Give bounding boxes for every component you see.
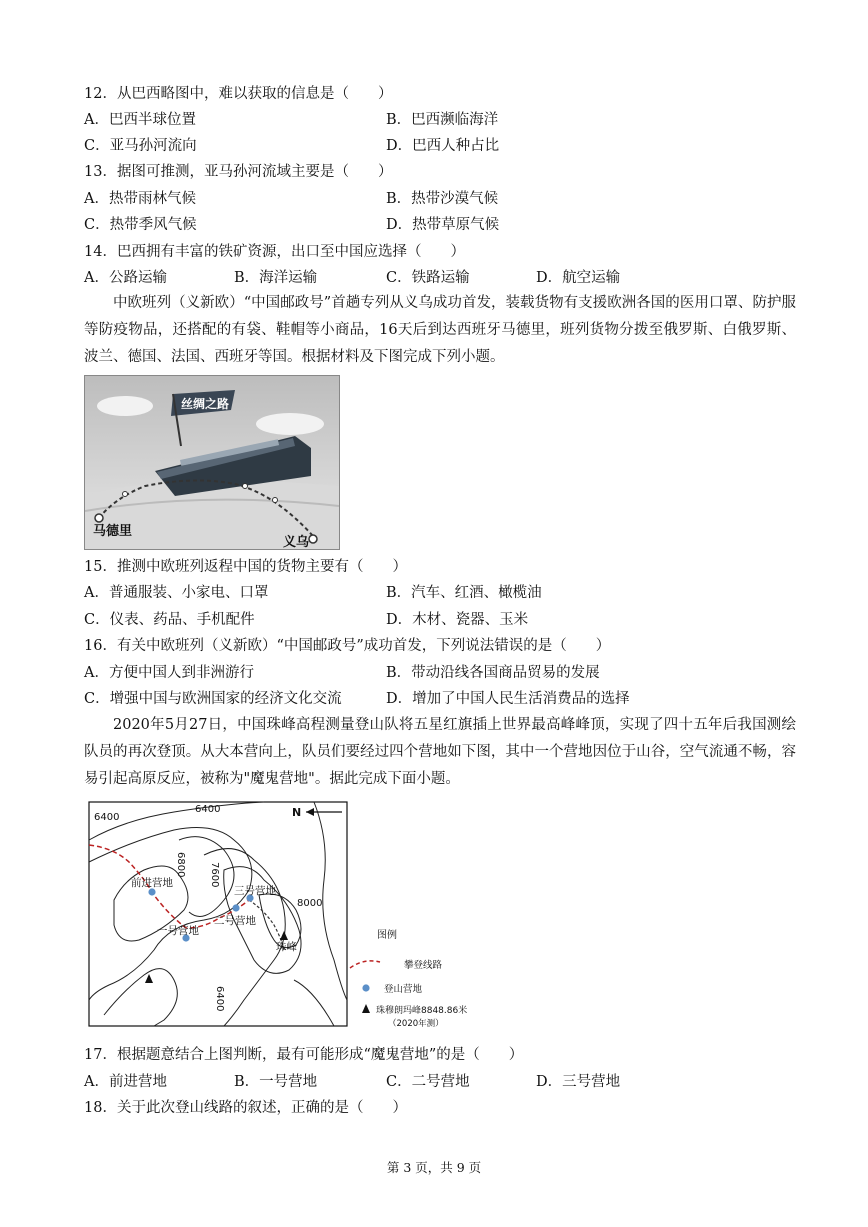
madrid-station [95, 514, 103, 522]
contour-label: 6400 [195, 804, 221, 815]
north-label: N [292, 806, 302, 819]
city-madrid: 马德里 [93, 524, 133, 539]
contour-label: 6800 [175, 852, 186, 878]
question-14-option-c: C．铁路运输 [386, 270, 470, 286]
camp-2-label: 二号营地 [214, 915, 256, 927]
question-17-option-d: D．三号营地 [536, 1074, 621, 1090]
question-17-option-a: A．前进营地 [84, 1074, 167, 1090]
flag-text: 丝绸之路 [181, 397, 230, 411]
question-17-option-b: B．一号营地 [234, 1074, 318, 1090]
peak-label: 珠峰 [276, 941, 297, 953]
question-13-option-a: A．热带雨林气候 [84, 191, 196, 207]
question-12-option-c: C．亚马孙河流向 [84, 138, 197, 154]
question-15-option-d: D．木材、瓷器、玉米 [386, 612, 529, 628]
question-13-option-d: D．热带草原气候 [386, 217, 500, 233]
passage-china-europe-train: 中欧班列（义新欧）“中国邮政号”首趟专列从义乌成功首发，装载货物有支援欧洲各国的医用口罩、防护服等防疫物品，还搭配的有袋、鞋帽等小商品，16天后到达西班牙马德里，班列货物分拨至俄罗斯、白俄罗斯、波兰、德国、法国、西班牙等国。根据材料及下图完成下列小题。 [84, 295, 796, 365]
passage-everest-survey: 2020年5月27日，中国珠峰高程测量登山队将五星红旗插上世界最高峰峰顶，实现了四十五年后我国测绘队员的再次登顶。从大本营向上，队员们要经过四个营地如下图，其中一个营地因位于山谷，空气流通不畅，容易引起高原反应，被称为"魔鬼营地"。据此完成下面小题。 [84, 717, 796, 787]
question-16-option-a: A．方便中国人到非洲游行 [84, 665, 254, 681]
question-13-option-c: C．热带季风气候 [84, 217, 197, 233]
legend-route: 攀登线路 [404, 960, 443, 971]
question-15-option-a: A．普通服装、小家电、口罩 [84, 585, 269, 601]
legend-title: 图例 [377, 930, 397, 941]
camp-forward-marker [148, 888, 155, 895]
question-14-option-b: B．海洋运输 [234, 270, 318, 286]
question-13-stem: 13．据图可推测，亚马孙河流域主要是（ ） [84, 164, 393, 180]
question-14-option-a: A．公路运输 [84, 270, 167, 286]
question-12-stem: 12．从巴西略图中，难以获取的信息是（ ） [84, 86, 393, 102]
question-14-option-d: D．航空运输 [536, 270, 621, 286]
train-illustration [85, 376, 339, 549]
question-17-option-c: C．二号营地 [386, 1074, 470, 1090]
question-12-option-b: B．巴西濒临海洋 [386, 112, 499, 128]
question-12-option-a: A．巴西半球位置 [84, 112, 196, 128]
legend-camp: 登山营地 [384, 984, 423, 995]
question-15-option-b: B．汽车、红酒、橄榄油 [386, 585, 542, 601]
question-15-option-c: C．仪表、药品、手机配件 [84, 612, 255, 628]
question-18-stem: 18．关于此次登山线路的叙述，正确的是（ ） [84, 1100, 407, 1116]
camp-1-label: 一号营地 [157, 925, 199, 937]
legend-peak-note: （2020年测） [388, 1019, 444, 1029]
question-13-option-b: B．热带沙漠气候 [386, 191, 499, 207]
legend-camp-swatch [362, 984, 369, 991]
page-footer: 第 3 页，共 9 页 [386, 1160, 482, 1175]
question-12-option-d: D．巴西人种占比 [386, 138, 500, 154]
legend-peak-swatch [362, 1004, 370, 1013]
question-15-stem: 15．推测中欧班列返程中国的货物主要有（ ） [84, 559, 407, 575]
yiwu-station [309, 535, 317, 543]
cloud [97, 396, 153, 416]
city-yiwu: 义乌 [283, 535, 310, 549]
legend-route-swatch [350, 961, 380, 968]
camp-2-marker [232, 904, 239, 911]
question-17-stem: 17．根据题意结合上图判断，最有可能形成“魔鬼营地”的是（ ） [84, 1047, 524, 1063]
contour-label: 6400 [94, 812, 120, 823]
train-figure [84, 375, 340, 550]
contour-label: 8000 [297, 898, 323, 909]
cloud [256, 413, 324, 435]
question-16-option-d: D．增加了中国人民生活消费品的选择 [386, 691, 630, 707]
everest-contour-map [84, 800, 504, 1032]
question-16-option-b: B．带动沿线各国商品贸易的发展 [386, 665, 600, 681]
question-14-stem: 14．巴西拥有丰富的铁矿资源，出口至中国应选择（ ） [84, 244, 465, 260]
contour-map-svg [84, 800, 504, 1032]
question-16-option-c: C．增强中国与欧洲国家的经济文化交流 [84, 691, 342, 707]
question-16-stem: 16．有关中欧班列（义新欧）“中国邮政号”成功首发，下列说法错误的是（ ） [84, 638, 611, 654]
camp-3-label: 三号营地 [234, 885, 276, 897]
contour-label: 6400 [214, 986, 225, 1012]
legend-peak: 珠穆朗玛峰8848.86米 [376, 1006, 468, 1016]
camp-forward-label: 前进营地 [131, 877, 173, 889]
contour-label: 7600 [209, 862, 220, 888]
